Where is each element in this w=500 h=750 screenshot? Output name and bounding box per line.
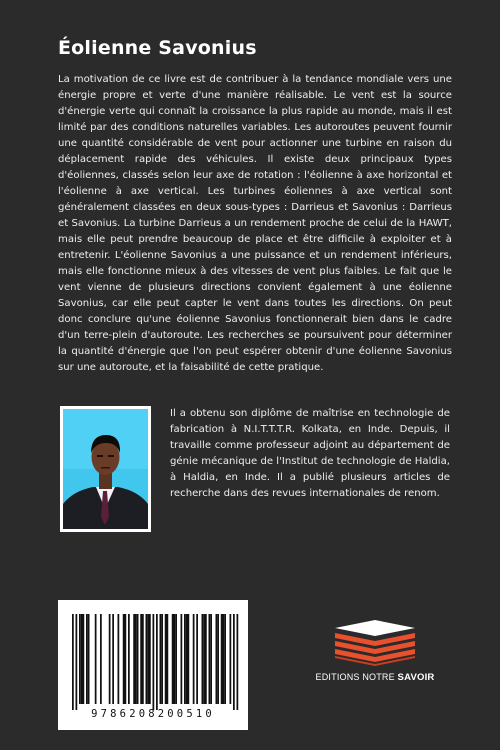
- barcode-bar: [133, 614, 135, 704]
- barcode-bar: [165, 614, 167, 704]
- barcode-bar: [81, 614, 83, 704]
- barcode-bar: [233, 614, 235, 710]
- barcode-bar: [184, 614, 186, 704]
- publisher-name: [300, 672, 450, 683]
- barcode-bar: [83, 614, 85, 704]
- barcode-bar: [167, 614, 169, 704]
- barcode-bar: [112, 614, 114, 704]
- author-bio: Il a obtenu son diplôme de maîtrise en technologie de fabrication à N.I.T.T.T.R. Kolkata, en Inde. Depuis, il travaille comme professeur adjoint au département de génie mécanique de l'Institut de technologie de Haldia, à Haldia, en Inde. Il a publié plusieurs articles de recherche dans des revues internationales de renom.: [170, 408, 450, 499]
- barcode-bar: [175, 614, 177, 704]
- barcode-bar: [95, 614, 97, 704]
- book-description: La motivation de ce livre est de contribuer à la tendance mondiale vers une énergie propre et verte d'une manière réalisable. Le vent est la source d'énergie verte qui connaît la croissance la plus rapide au monde, mais il est limité par des conditions naturelles variables. Les autoroutes peuvent fournir une quantité considérable de vent pour actionner une turbine en raison du déplacement rapide des véhicules. Il existe deux principaux types d'éoliennes, classés selon leur axe de rotation : l'éolienne à axe horizontal et l'éolienne à axe vertical. Les turbines éoliennes à axe vertical sont généralement classées en deux sous-types : Darrieus et Savonius : Darrieus et Savonius. La turbine Darrieus a un rendement proche de celui de la HAWT, mais elle peut prendre beaucoup de place et être difficile à exploiter et à entretenir. L'éolienne Savonius a une puissance et un rendement inférieurs, mais elle fonctionne mieux à des vitesses de vent plus faibles. Le fait que le vent vienne de plusieurs directions convient également à une éolienne Savonius, car elle peut capter le vent dans toutes les directions. On peut donc conclure qu'une éolienne Savonius fonctionnerait bien dans le cadre d'un terre-plein d'autoroute. Les recherches se poursuivent pour déterminer la quantité d'énergie que l'on peut espérer obtenir d'une éolienne Savonius sur une autoroute, et la faisabilité de cette pratique.: [58, 74, 452, 373]
- barcode-bar: [72, 614, 74, 710]
- barcode-bar: [174, 614, 176, 704]
- barcode-bar: [221, 614, 223, 704]
- barcode-bar: [186, 614, 188, 704]
- barcode-bar: [156, 614, 158, 710]
- barcode-bar: [140, 614, 142, 704]
- barcode-bar: [181, 614, 183, 704]
- barcode-bar: [142, 614, 144, 704]
- barcode-bar: [216, 614, 218, 704]
- barcode-bar: [224, 614, 226, 704]
- barcode-bar: [76, 614, 78, 710]
- book-title: Éolienne Savonius: [58, 37, 257, 59]
- barcode-bar: [125, 614, 127, 704]
- barcode-bar: [149, 614, 151, 704]
- barcode-bar: [202, 614, 204, 704]
- barcode-bar: [172, 614, 174, 704]
- barcode-bar: [217, 614, 219, 704]
- barcode-bar: [146, 614, 148, 704]
- barcode-bar: [118, 614, 120, 704]
- barcode-bar: [230, 614, 232, 704]
- barcode-bar: [237, 614, 239, 710]
- barcode-bar: [86, 614, 88, 704]
- author-photo: [60, 406, 151, 532]
- barcode-bars: [58, 600, 248, 710]
- barcode-bar: [203, 614, 205, 704]
- publisher-brand: SAVOIR: [397, 672, 435, 683]
- barcode-bar: [109, 614, 111, 704]
- barcode-bar: [161, 614, 163, 704]
- barcode-bar: [188, 614, 190, 704]
- barcode-bar: [209, 614, 211, 704]
- barcode-bar: [88, 614, 90, 704]
- barcode-bar: [196, 614, 198, 704]
- barcode-bar: [210, 614, 212, 704]
- barcode-bar: [153, 614, 155, 710]
- barcode-bar: [128, 614, 130, 704]
- barcode-bar: [100, 614, 102, 704]
- isbn-barcode: [58, 600, 248, 730]
- barcode-bar: [223, 614, 225, 704]
- publisher-prefix: EDITIONS NOTRE: [315, 672, 395, 682]
- barcode-bar: [137, 614, 139, 704]
- publisher-logo: [300, 620, 450, 690]
- isbn-number: 9786208200510: [91, 708, 215, 720]
- barcode-bar: [205, 614, 207, 704]
- book-stack-icon: [331, 620, 419, 666]
- barcode-bar: [160, 614, 162, 704]
- barcode-bar: [193, 614, 195, 704]
- barcode-bar: [79, 614, 81, 704]
- barcode-bar: [123, 614, 125, 704]
- barcode-bar: [147, 614, 149, 704]
- barcode-bar: [135, 614, 137, 704]
